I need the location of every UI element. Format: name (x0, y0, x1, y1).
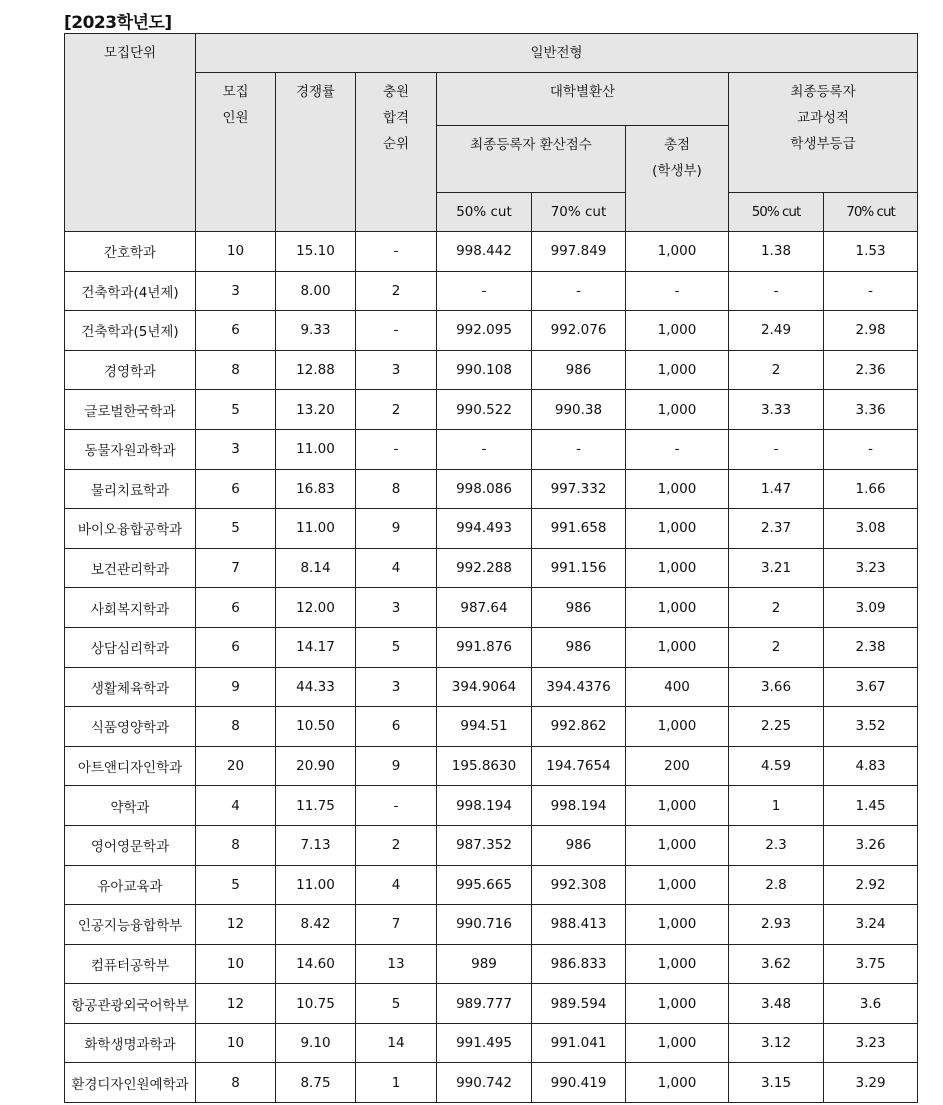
cell-conv-cut70: 992.308 (532, 865, 626, 905)
cell-ratio: 44.33 (276, 667, 356, 707)
cell-dept: 환경디자인원예학과 (65, 1063, 196, 1103)
cell-ratio: 11.75 (276, 786, 356, 826)
cell-quota: 6 (196, 469, 276, 509)
cell-total: 1,000 (626, 350, 729, 390)
table-row (65, 627, 918, 667)
cell-grade-cut50: 1.47 (729, 469, 824, 509)
cell-total: 1,000 (626, 1023, 729, 1063)
cell-grade-cut70: 3.23 (824, 548, 918, 588)
cell-conv-cut70: 986 (532, 627, 626, 667)
cell-conv-cut50: 992.288 (437, 548, 532, 588)
cell-conv-cut70: 990.419 (532, 1063, 626, 1103)
cell-rank: - (356, 232, 437, 272)
cell-dept: 물리치료학과 (65, 469, 196, 509)
cell-dept: 건축학과(4년제) (65, 271, 196, 311)
cell-dept: 인공지능융합학부 (65, 905, 196, 945)
cell-dept: 화학생명과학과 (65, 1023, 196, 1063)
cell-grade-cut50: 3.21 (729, 548, 824, 588)
table-row (65, 825, 918, 865)
cell-rank: 13 (356, 944, 437, 984)
cell-total: 1,000 (626, 905, 729, 945)
cell-quota: 5 (196, 509, 276, 549)
cell-ratio: 15.10 (276, 232, 356, 272)
cell-grade-cut50: 2 (729, 350, 824, 390)
cell-grade-cut70: 3.09 (824, 588, 918, 628)
cell-ratio: 8.75 (276, 1063, 356, 1103)
cell-rank: 5 (356, 627, 437, 667)
cell-rank: 2 (356, 390, 437, 430)
cell-dept: 동물자원과학과 (65, 429, 196, 469)
cell-conv-cut70: 998.194 (532, 786, 626, 826)
cell-conv-cut50: 989 (437, 944, 532, 984)
cell-quota: 8 (196, 350, 276, 390)
table-row (65, 667, 918, 707)
cell-rank: 3 (356, 588, 437, 628)
cell-grade-cut50: 2.25 (729, 707, 824, 747)
cell-total: 1,000 (626, 588, 729, 628)
cell-ratio: 8.00 (276, 271, 356, 311)
cell-grade-cut70: 3.08 (824, 509, 918, 549)
cell-ratio: 12.88 (276, 350, 356, 390)
cell-conv-cut50: 995.665 (437, 865, 532, 905)
cell-dept: 경영학과 (65, 350, 196, 390)
cell-ratio: 9.10 (276, 1023, 356, 1063)
cell-total: 1,000 (626, 707, 729, 747)
cell-grade-cut50: 3.33 (729, 390, 824, 430)
cell-conv-cut70: 992.862 (532, 707, 626, 747)
header-grade-cut70: 70% cut (824, 193, 918, 232)
cell-total: 1,000 (626, 232, 729, 272)
table-row (65, 232, 918, 272)
table-row (65, 429, 918, 469)
header-rank: 충원 합격 순위 (356, 73, 437, 232)
cell-grade-cut50: 3.15 (729, 1063, 824, 1103)
cell-ratio: 8.14 (276, 548, 356, 588)
cell-dept: 상담심리학과 (65, 627, 196, 667)
cell-conv-cut70: 991.041 (532, 1023, 626, 1063)
cell-dept: 식품영양학과 (65, 707, 196, 747)
cell-grade-cut50: 4.59 (729, 746, 824, 786)
cell-grade-cut70: 4.83 (824, 746, 918, 786)
cell-rank: 7 (356, 905, 437, 945)
cell-dept: 유아교육과 (65, 865, 196, 905)
cell-grade-cut70: 2.98 (824, 311, 918, 351)
cell-total: 1,000 (626, 865, 729, 905)
cell-ratio: 16.83 (276, 469, 356, 509)
admissions-table (64, 33, 918, 1103)
table-row (65, 350, 918, 390)
cell-total: 1,000 (626, 1063, 729, 1103)
cell-conv-cut70: - (532, 429, 626, 469)
cell-total: 1,000 (626, 548, 729, 588)
cell-ratio: 10.50 (276, 707, 356, 747)
cell-total: 1,000 (626, 786, 729, 826)
cell-quota: 6 (196, 588, 276, 628)
table-row (65, 944, 918, 984)
table-row (65, 1063, 918, 1103)
cell-conv-cut70: 986.833 (532, 944, 626, 984)
cell-grade-cut50: 2.8 (729, 865, 824, 905)
cell-total: 1,000 (626, 509, 729, 549)
cell-grade-cut70: 1.45 (824, 786, 918, 826)
cell-quota: 7 (196, 548, 276, 588)
cell-ratio: 11.00 (276, 429, 356, 469)
cell-ratio: 11.00 (276, 865, 356, 905)
cell-quota: 8 (196, 1063, 276, 1103)
cell-grade-cut70: - (824, 429, 918, 469)
cell-grade-cut70: 3.67 (824, 667, 918, 707)
cell-rank: - (356, 311, 437, 351)
table-row (65, 1023, 918, 1063)
cell-grade-cut50: 2 (729, 627, 824, 667)
header-total: 총점 (학생부) (626, 126, 729, 232)
cell-conv-cut70: 989.594 (532, 984, 626, 1024)
cell-conv-cut50: 998.194 (437, 786, 532, 826)
cell-grade-cut70: 3.24 (824, 905, 918, 945)
cell-rank: 14 (356, 1023, 437, 1063)
cell-conv-cut50: 990.716 (437, 905, 532, 945)
cell-total: - (626, 271, 729, 311)
cell-quota: 20 (196, 746, 276, 786)
cell-conv-cut70: 394.4376 (532, 667, 626, 707)
cell-quota: 8 (196, 825, 276, 865)
header-grade: 최종등록자 교과성적 학생부등급 (729, 73, 918, 193)
cell-quota: 6 (196, 311, 276, 351)
cell-total: 1,000 (626, 825, 729, 865)
table-row (65, 469, 918, 509)
cell-grade-cut70: 3.26 (824, 825, 918, 865)
cell-conv-cut50: 990.742 (437, 1063, 532, 1103)
cell-rank: 6 (356, 707, 437, 747)
table-row (65, 390, 918, 430)
table-row (65, 865, 918, 905)
cell-conv-cut50: 991.495 (437, 1023, 532, 1063)
cell-grade-cut50: 2.49 (729, 311, 824, 351)
cell-conv-cut50: 998.442 (437, 232, 532, 272)
cell-rank: 5 (356, 984, 437, 1024)
cell-rank: 2 (356, 825, 437, 865)
cell-conv-cut50: 992.095 (437, 311, 532, 351)
cell-grade-cut70: 3.75 (824, 944, 918, 984)
cell-rank: 3 (356, 350, 437, 390)
cell-dept: 아트앤디자인학과 (65, 746, 196, 786)
cell-conv-cut50: 990.522 (437, 390, 532, 430)
cell-rank: - (356, 429, 437, 469)
table-row (65, 548, 918, 588)
cell-grade-cut50: - (729, 429, 824, 469)
table-row (65, 509, 918, 549)
cell-total: 1,000 (626, 984, 729, 1024)
cell-rank: 9 (356, 509, 437, 549)
cell-conv-cut50: - (437, 429, 532, 469)
cell-total: 1,000 (626, 311, 729, 351)
cell-conv-cut70: 988.413 (532, 905, 626, 945)
cell-conv-cut70: 990.38 (532, 390, 626, 430)
cell-grade-cut70: 3.36 (824, 390, 918, 430)
header-general: 일반전형 (196, 34, 918, 73)
cell-ratio: 20.90 (276, 746, 356, 786)
cell-grade-cut70: 3.29 (824, 1063, 918, 1103)
cell-grade-cut50: 2.37 (729, 509, 824, 549)
cell-quota: 3 (196, 429, 276, 469)
table-row (65, 271, 918, 311)
cell-quota: 6 (196, 627, 276, 667)
cell-conv-cut70: 992.076 (532, 311, 626, 351)
cell-grade-cut50: 1 (729, 786, 824, 826)
cell-grade-cut70: - (824, 271, 918, 311)
cell-rank: 2 (356, 271, 437, 311)
cell-conv-cut70: 194.7654 (532, 746, 626, 786)
cell-dept: 사회복지학과 (65, 588, 196, 628)
cell-conv-cut70: 991.156 (532, 548, 626, 588)
header-univ-conv: 대학별환산 (437, 73, 729, 126)
cell-quota: 3 (196, 271, 276, 311)
cell-conv-cut50: 994.51 (437, 707, 532, 747)
cell-grade-cut50: 2.93 (729, 905, 824, 945)
cell-grade-cut50: 1.38 (729, 232, 824, 272)
cell-total: 200 (626, 746, 729, 786)
cell-ratio: 11.00 (276, 509, 356, 549)
cell-ratio: 13.20 (276, 390, 356, 430)
cell-quota: 12 (196, 984, 276, 1024)
table-row (65, 707, 918, 747)
cell-grade-cut70: 1.53 (824, 232, 918, 272)
cell-dept: 건축학과(5년제) (65, 311, 196, 351)
cell-quota: 8 (196, 707, 276, 747)
cell-dept: 보건관리학과 (65, 548, 196, 588)
cell-conv-cut50: 991.876 (437, 627, 532, 667)
cell-grade-cut50: 3.48 (729, 984, 824, 1024)
cell-dept: 글로벌한국학과 (65, 390, 196, 430)
table-row (65, 746, 918, 786)
cell-quota: 5 (196, 865, 276, 905)
cell-conv-cut50: 987.352 (437, 825, 532, 865)
cell-conv-cut70: 991.658 (532, 509, 626, 549)
table-row (65, 311, 918, 351)
cell-rank: 1 (356, 1063, 437, 1103)
cell-total: - (626, 429, 729, 469)
cell-dept: 항공관광외국어학부 (65, 984, 196, 1024)
table-row (65, 905, 918, 945)
cell-rank: 3 (356, 667, 437, 707)
cell-total: 1,000 (626, 627, 729, 667)
cell-grade-cut50: 2 (729, 588, 824, 628)
cell-grade-cut70: 3.6 (824, 984, 918, 1024)
cell-ratio: 8.42 (276, 905, 356, 945)
cell-grade-cut50: 3.12 (729, 1023, 824, 1063)
cell-total: 1,000 (626, 469, 729, 509)
cell-conv-cut70: 997.849 (532, 232, 626, 272)
cell-conv-cut70: 986 (532, 350, 626, 390)
cell-conv-cut50: 990.108 (437, 350, 532, 390)
cell-grade-cut70: 1.66 (824, 469, 918, 509)
cell-ratio: 14.60 (276, 944, 356, 984)
cell-rank: 9 (356, 746, 437, 786)
header-conv-score: 최종등록자 환산점수 (437, 126, 626, 193)
cell-grade-cut70: 2.92 (824, 865, 918, 905)
cell-grade-cut70: 3.23 (824, 1023, 918, 1063)
cell-rank: 8 (356, 469, 437, 509)
header-grade-cut50: 50% cut (729, 193, 824, 232)
cell-quota: 5 (196, 390, 276, 430)
table-row (65, 984, 918, 1024)
cell-dept: 간호학과 (65, 232, 196, 272)
cell-total: 1,000 (626, 390, 729, 430)
cell-dept: 약학과 (65, 786, 196, 826)
cell-rank: 4 (356, 548, 437, 588)
cell-conv-cut50: 994.493 (437, 509, 532, 549)
cell-grade-cut70: 2.38 (824, 627, 918, 667)
page-title: [2023학년도] (64, 13, 172, 33)
cell-conv-cut50: 394.9064 (437, 667, 532, 707)
cell-total: 400 (626, 667, 729, 707)
cell-ratio: 12.00 (276, 588, 356, 628)
cell-quota: 12 (196, 905, 276, 945)
cell-grade-cut50: - (729, 271, 824, 311)
cell-conv-cut50: 987.64 (437, 588, 532, 628)
header-ratio: 경쟁률 (276, 73, 356, 232)
cell-grade-cut50: 2.3 (729, 825, 824, 865)
cell-grade-cut70: 3.52 (824, 707, 918, 747)
cell-ratio: 14.17 (276, 627, 356, 667)
cell-grade-cut50: 3.62 (729, 944, 824, 984)
cell-dept: 영어영문학과 (65, 825, 196, 865)
cell-conv-cut70: - (532, 271, 626, 311)
header-cut70: 70% cut (532, 193, 626, 232)
table-row (65, 786, 918, 826)
cell-quota: 9 (196, 667, 276, 707)
cell-quota: 10 (196, 1023, 276, 1063)
cell-dept: 컴퓨터공학부 (65, 944, 196, 984)
cell-grade-cut70: 2.36 (824, 350, 918, 390)
cell-conv-cut50: 989.777 (437, 984, 532, 1024)
cell-conv-cut50: 195.8630 (437, 746, 532, 786)
cell-quota: 10 (196, 944, 276, 984)
cell-rank: 4 (356, 865, 437, 905)
cell-conv-cut50: 998.086 (437, 469, 532, 509)
cell-conv-cut70: 997.332 (532, 469, 626, 509)
header-quota: 모집 인원 (196, 73, 276, 232)
cell-conv-cut70: 986 (532, 825, 626, 865)
cell-total: 1,000 (626, 944, 729, 984)
cell-ratio: 7.13 (276, 825, 356, 865)
cell-dept: 생활체육학과 (65, 667, 196, 707)
cell-rank: - (356, 786, 437, 826)
cell-quota: 10 (196, 232, 276, 272)
cell-quota: 4 (196, 786, 276, 826)
header-unit: 모집단위 (65, 34, 196, 232)
table-row (65, 588, 918, 628)
header-cut50: 50% cut (437, 193, 532, 232)
cell-conv-cut50: - (437, 271, 532, 311)
cell-conv-cut70: 986 (532, 588, 626, 628)
cell-dept: 바이오융합공학과 (65, 509, 196, 549)
cell-ratio: 9.33 (276, 311, 356, 351)
cell-ratio: 10.75 (276, 984, 356, 1024)
cell-grade-cut50: 3.66 (729, 667, 824, 707)
